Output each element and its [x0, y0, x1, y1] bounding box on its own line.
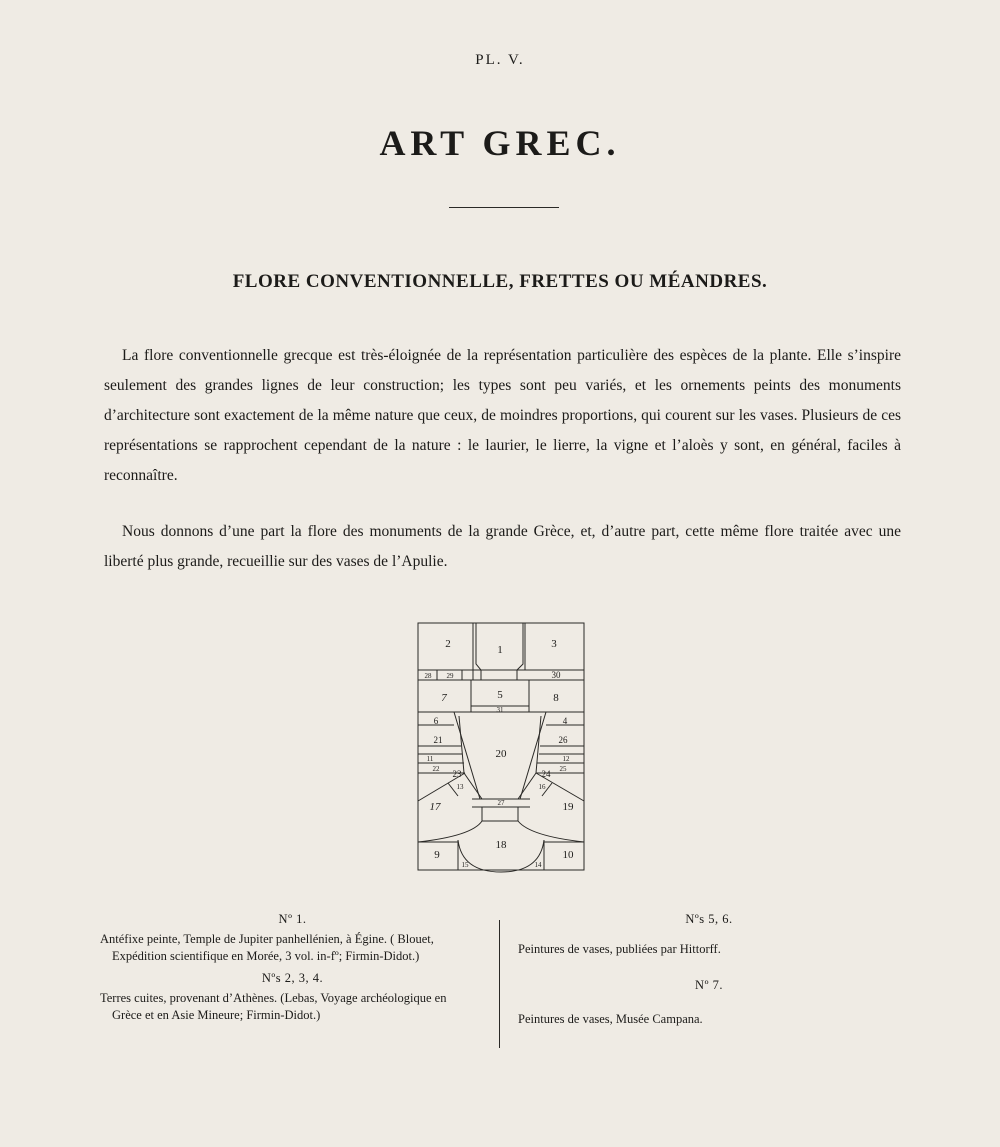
captions-right [518, 912, 900, 1028]
page-subtitle: FLORE CONVENTIONNELLE, FRETTES OU MÉANDRES. [232, 271, 768, 292]
diagram-label: 23 [452, 769, 462, 779]
diagram-label: 11 [426, 755, 434, 763]
diagram-label: 9 [434, 849, 440, 861]
title-rule [449, 207, 559, 208]
diagram-label: 5 [497, 689, 503, 701]
diagram-label: 22 [432, 765, 440, 773]
paragraph-2: Nous donnons d’une part la flore des monuments de la grande Grèce, et, d’autre part, cette même flore traitée avec une liberté plus grande, recueillie sur des vases de l’Apulie. [104, 523, 901, 570]
caption-line: Expédition scientifique en Morée, 3 vol. in-fº; Firmin-Didot.) [112, 949, 420, 963]
diagram-label: 18 [495, 839, 507, 851]
caption-divider [499, 920, 500, 1048]
diagram-label: 29 [446, 672, 454, 680]
diagram-label: 17 [429, 801, 441, 813]
diagram-label: 6 [433, 716, 439, 726]
diagram-label: 15 [461, 861, 469, 869]
diagram-label: 21 [433, 735, 443, 745]
diagram-label: 8 [553, 692, 559, 704]
diagram-label: 20 [495, 748, 507, 760]
caption-text: Peintures de vases, Musée Campana. [518, 1012, 703, 1026]
captions-left [100, 912, 485, 1030]
plate-layout-diagram [410, 616, 592, 876]
page-title: ART GREC. [379, 123, 621, 163]
diagram-label: 14 [534, 861, 542, 869]
caption-number: Nºs 5, 6. [685, 912, 733, 926]
diagram-label: 26 [558, 735, 568, 745]
caption-line: Terres cuites, provenant d’Athènes. (Lebas, Voyage archéologique en [100, 991, 447, 1005]
captions [100, 912, 900, 1042]
diagram-label: 27 [497, 799, 505, 807]
caption-entry [518, 912, 900, 958]
caption-entry [518, 978, 900, 1028]
diagram-label: 3 [551, 638, 557, 650]
diagram-label: 31 [496, 706, 504, 714]
caption-line: Grèce et en Asie Mineure; Firmin-Didot.) [112, 1008, 321, 1022]
caption-number: Nº 1. [278, 912, 307, 926]
diagram-svg [410, 616, 592, 876]
diagram-label: 12 [562, 755, 570, 763]
caption-entry [100, 971, 485, 1024]
diagram-label: 7 [441, 692, 447, 704]
caption-entry [100, 912, 485, 965]
diagram-label: 16 [538, 783, 546, 791]
diagram-label: 10 [562, 849, 574, 861]
diagram-label: 4 [562, 716, 568, 726]
diagram-label: 28 [424, 672, 432, 680]
diagram-label: 19 [562, 801, 574, 813]
diagram-label: 24 [541, 769, 551, 779]
caption-text [100, 990, 485, 1024]
caption-number: Nº 7. [695, 978, 723, 992]
caption-line: Antéfixe peinte, Temple de Jupiter panhellénien, à Égine. ( Blouet, [100, 932, 434, 946]
paragraph-1: La flore conventionnelle grecque est très-éloignée de la représentation particulière des espèces de la plante. Elle s’inspire seulement des grandes lignes de leur construction; les types sont peu variés, et les ornements peints des monuments d’architecture sont exactement de la même nature que ceux, de moindres proportions, qui courent sur les vases. Plusieurs de ces représentations se rapprochent cependant de la nature : le laurier, le lierre, la vigne et l’aloès y sont, en général, faciles à reconnaître. [104, 347, 901, 484]
plate-number: PL. V. [475, 52, 525, 68]
caption-text [100, 931, 485, 965]
diagram-label: 13 [456, 783, 464, 791]
caption-number: Nºs 2, 3, 4. [261, 971, 324, 985]
caption-text: Peintures de vases, publiées par Hittorff. [518, 942, 721, 956]
diagram-label: 1 [497, 644, 503, 656]
diagram-label: 2 [445, 638, 451, 650]
diagram-label: 30 [551, 670, 561, 680]
diagram-label: 25 [559, 765, 567, 773]
